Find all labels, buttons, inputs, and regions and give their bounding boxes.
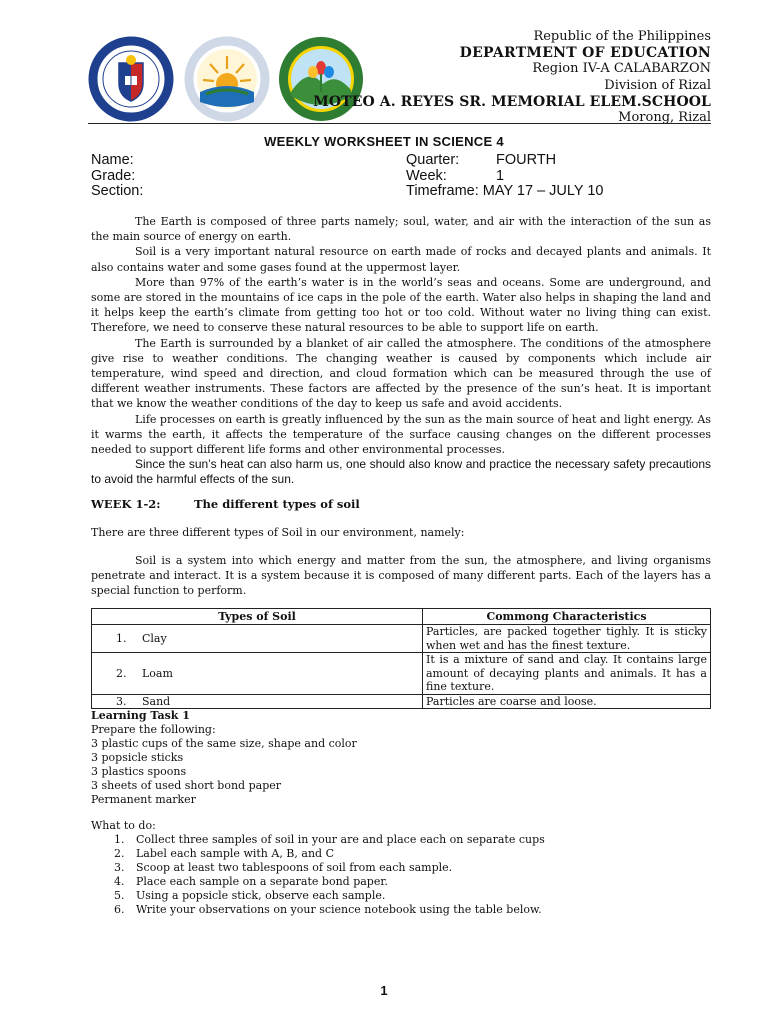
paragraph: Soil is a system into which energy and matter from the sun, the atmosphere, and living organisms penetrate and interact. It is a system because it is composed of many different parts. Each of the layers has a special function to perform.: [91, 554, 711, 598]
learning-task: [91, 709, 357, 807]
paragraph: Since the sun’s heat can also harm us, one should also know and practice the necessary safety precautions to avoid the harmful effects of the sun.: [91, 457, 711, 487]
soil-characteristic: It is a mixture of sand and clay. It contains large amount of decaying plants and animals. It has a fine texture.: [423, 653, 711, 695]
list-item: 1. Collect three samples of soil in your are and place each on separate cups: [114, 833, 545, 846]
week-topic: The different types of soil: [194, 497, 360, 511]
timeframe: Timeframe: MAY 17 – JULY 10: [406, 183, 604, 199]
week-label: Week:: [406, 167, 447, 184]
materials-list: [91, 737, 357, 807]
town-line: Morong, Rizal: [618, 110, 711, 126]
week-value: 1: [496, 167, 505, 184]
deped-rizal-seal-icon: [184, 36, 270, 122]
row-number: 3.: [116, 694, 127, 708]
list-item: Permanent marker: [91, 793, 196, 806]
row-number: 1.: [116, 631, 127, 645]
list-item: 4. Place each sample on a separate bond paper.: [114, 875, 388, 888]
paragraph: Soil is a very important natural resource on earth made of rocks and decayed plants and animals. It also contains water and some gases found at the uppermost layer.: [91, 245, 711, 274]
learning-task-heading: Learning Task 1: [91, 709, 190, 722]
table-row: [92, 625, 711, 653]
name-label: Name:: [91, 152, 134, 168]
list-item: 6. Write your observations on your science notebook using the table below.: [114, 903, 542, 916]
table-row: [92, 653, 711, 695]
week-heading: [91, 497, 360, 511]
table-row: [92, 694, 711, 709]
soil-characteristic: Particles are coarse and loose.: [423, 694, 711, 709]
table-header: Types of Soil: [92, 609, 423, 625]
paragraph: The Earth is composed of three parts namely; soul, water, and air with the interaction of the sun as the main source of energy on earth.: [91, 215, 711, 244]
prepare-label: Prepare the following:: [91, 723, 216, 736]
list-item: 3 plastics spoons: [91, 765, 187, 778]
soil-characteristic: Particles, are packed together tighly. It is sticky when wet and has the finest texture.: [423, 625, 711, 653]
division-line: Division of Rizal: [604, 77, 711, 93]
what-to-do: [91, 819, 545, 917]
page-number: 1: [380, 983, 388, 998]
week-range: WEEK 1-2:: [91, 497, 161, 511]
region-line: Region IV-A CALABARZON: [532, 61, 711, 77]
worksheet-title: WEEKLY WORKSHEET IN SCIENCE 4: [264, 134, 504, 149]
list-item: 2. Label each sample with A, B, and C: [114, 847, 334, 860]
steps-list: [91, 833, 545, 917]
soil-paragraph-block: [91, 553, 711, 599]
paragraph: Life processes on earth is greatly influenced by the sun as the main source of heat and light energy. As it warms the earth, it affects the temperature of the surface causing changes on the different processes needed to support different life forms and other environmental processes.: [91, 412, 711, 457]
quarter-value: FOURTH: [496, 152, 557, 168]
intro-text: [91, 214, 711, 488]
list-item: 3 popsicle sticks: [91, 751, 184, 764]
deped-seal-icon: [88, 36, 174, 122]
republic-line: Republic of the Philippines: [533, 29, 711, 44]
soil-lead: There are three different types of Soil in our environment, namely:: [91, 526, 465, 539]
soil-type: Loam: [142, 666, 173, 680]
header-divider: [88, 123, 711, 124]
school-name: MOTEO A. REYES SR. MEMORIAL ELEM.SCHOOL: [313, 93, 711, 110]
grade-label: Grade:: [91, 167, 136, 184]
paragraph: More than 97% of the earth’s water is in the world’s seas and oceans. Some are underground, and some are stored in the mountains of ice caps in the pole of the earth. Water also helps in shaping the land and it helps keep the earth’s climate from getting too hot or too cold. Without water no living thing can exist. Therefore, we need to conserve these natural resources to be able to support life on earth.: [91, 275, 711, 335]
soil-type: Sand: [142, 694, 171, 708]
table-header: Commong Characteristics: [423, 609, 711, 625]
soil-types-table: [91, 608, 711, 709]
paragraph: The Earth is surrounded by a blanket of air called the atmosphere. The conditions of the atmosphere give rise to weather conditions. The changing weather is caused by components which include air temperature, wind speed and direction, and cloud formation which can be measured through the use of different weather instruments. These factors are affected by the presence of the sun’s heat. It is important that we know the weather conditions of the day to keep us safe and avoid accidents.: [91, 336, 711, 411]
school-header: [313, 29, 711, 126]
list-item: 3. Scoop at least two tablespoons of soil from each sample.: [114, 861, 453, 874]
soil-type: Clay: [142, 631, 167, 645]
quarter-label: Quarter:: [406, 152, 460, 168]
what-to-do-label: What to do:: [91, 819, 156, 832]
row-number: 2.: [116, 666, 127, 680]
section-label: Section:: [91, 183, 144, 199]
list-item: 5. Using a popsicle stick, observe each sample.: [114, 889, 386, 902]
department-line: DEPARTMENT OF EDUCATION: [459, 45, 711, 62]
list-item: 3 sheets of used short bond paper: [91, 779, 281, 792]
list-item: 3 plastic cups of the same size, shape and color: [91, 737, 357, 750]
